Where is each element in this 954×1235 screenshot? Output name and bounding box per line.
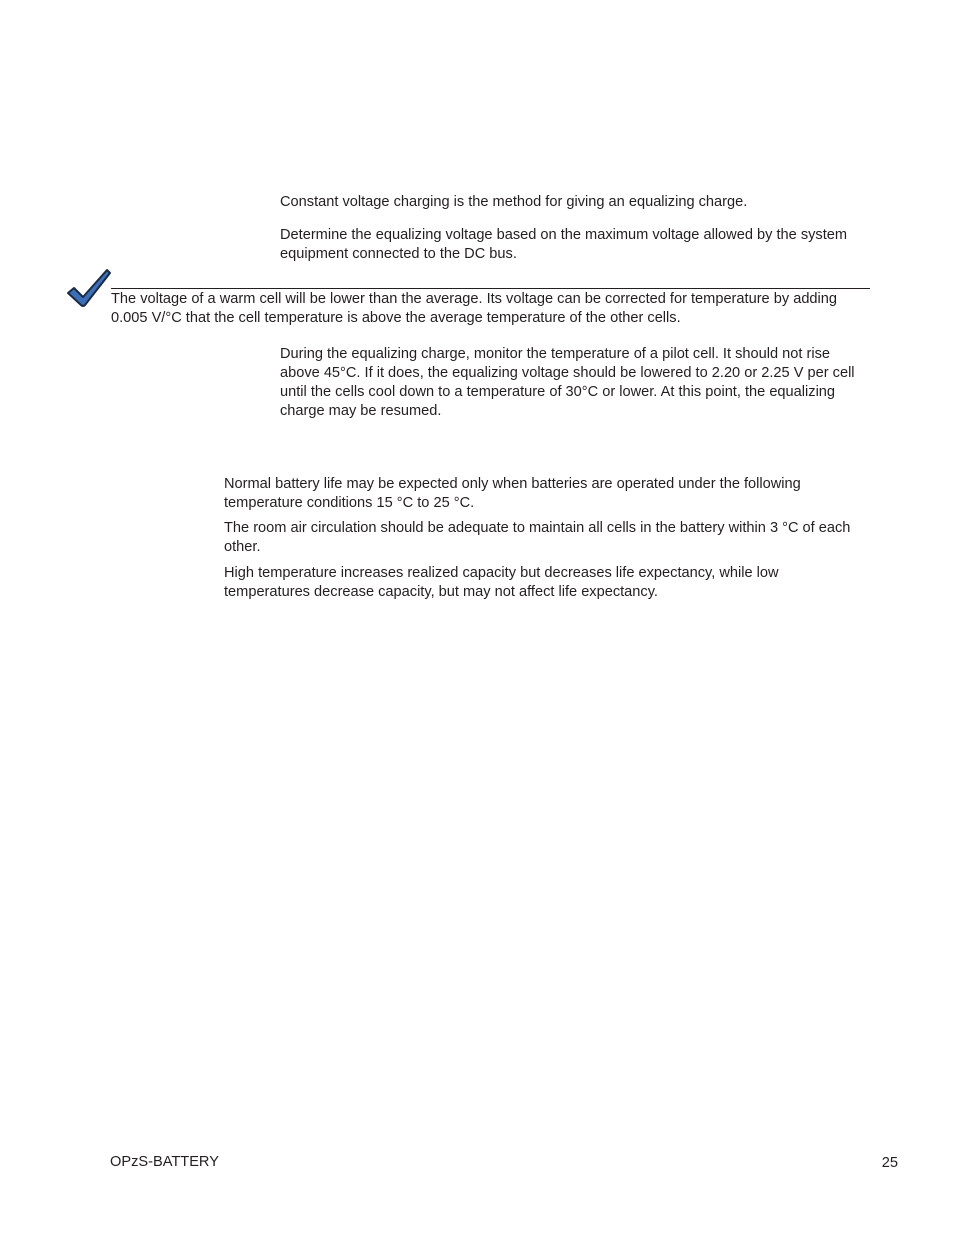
temperature-paragraph-3: High temperature increases realized capacity but decreases life expectancy, while low temperatures decrease capacity, but may not affect life expectancy.	[224, 565, 779, 600]
note-divider	[111, 288, 870, 289]
footer-page-number: 25	[881, 1155, 898, 1171]
equalizing-method-paragraph: Constant voltage charging is the method for giving an equalizing charge.	[280, 194, 748, 210]
note-text: The voltage of a warm cell will be lower than the average. Its voltage can be corrected for temperature by adding 0.005 V/°C that the cell temperature is above the average temperature of the other cells.	[111, 291, 838, 326]
equalizing-voltage-paragraph: Determine the equalizing voltage based on the maximum voltage allowed by the system equipment connected to the DC bus.	[280, 227, 848, 262]
temperature-paragraph-1: Normal battery life may be expected only when batteries are operated under the following temperature conditions 15 °C to 25 °C.	[224, 476, 801, 511]
temperature-paragraph-2: The room air circulation should be adequate to maintain all cells in the battery within 3 °C of each other.	[224, 520, 851, 555]
pilot-cell-paragraph: During the equalizing charge, monitor the temperature of a pilot cell. It should not rise above 45°C. If it does, the equalizing voltage should be lowered to 2.20 or 2.25 V per cell until the cells cool down to a temperature of 30°C or lower. At this point, the equalizing charge may be resumed.	[280, 346, 855, 419]
checkmark-icon	[66, 268, 112, 308]
footer-product-name: OPzS-BATTERY	[110, 1154, 219, 1170]
